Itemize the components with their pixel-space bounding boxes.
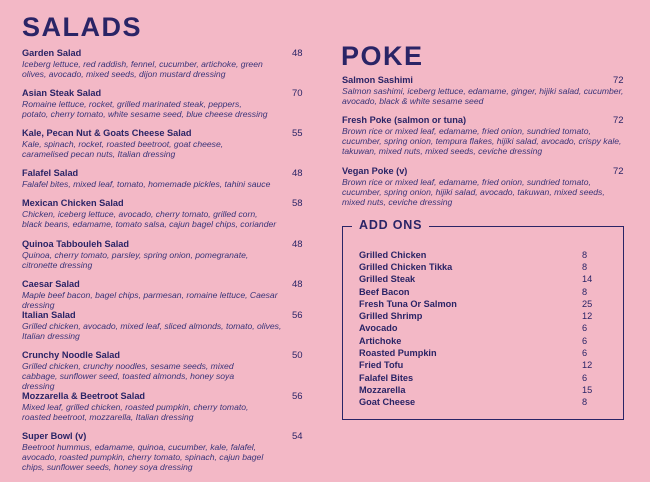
addon-name: Fresh Tuna Or Salmon bbox=[359, 299, 457, 309]
addon-name: Grilled Chicken bbox=[359, 250, 427, 260]
item-description: Falafel bites, mixed leaf, tomato, homemade pickles, tahini sauce bbox=[22, 179, 271, 189]
salads-item bbox=[22, 279, 303, 310]
addon-name: Grilled Steak bbox=[359, 274, 416, 284]
addon-name: Grilled Shrimp bbox=[359, 311, 423, 321]
item-name: Italian Salad bbox=[22, 310, 76, 320]
item-description: Maple beef bacon, bagel chips, parmesan, romaine lettuce, Caesar dressing bbox=[22, 290, 278, 311]
salads-item bbox=[22, 168, 303, 189]
item-price: 56 bbox=[292, 310, 303, 321]
poke-item bbox=[342, 115, 624, 157]
item-price: 50 bbox=[292, 350, 303, 361]
item-description: Romaine lettuce, rocket, grilled marinated steak, peppers, potato, cherry tomato, white sesame seed, blue cheese dressing bbox=[22, 99, 268, 120]
addon-row bbox=[359, 322, 594, 334]
poke-item bbox=[342, 166, 624, 208]
addon-row bbox=[359, 384, 594, 396]
addon-price: 15 bbox=[582, 385, 593, 395]
addon-price: 8 bbox=[582, 287, 588, 297]
item-description: Mixed leaf, grilled chicken, roasted pumpkin, cherry tomato, roasted beetroot, mozzarella, Italian dressing bbox=[22, 402, 249, 423]
item-price: 58 bbox=[292, 198, 303, 209]
item-description: Grilled chicken, crunchy noodles, sesame seeds, mixed cabbage, sunflower seed, toasted almonds, honey soya dressing bbox=[22, 361, 235, 392]
addon-price: 8 bbox=[582, 397, 588, 407]
addon-row bbox=[359, 249, 594, 261]
item-price: 48 bbox=[292, 168, 303, 179]
addon-price: 8 bbox=[582, 250, 588, 260]
item-price: 72 bbox=[613, 166, 624, 177]
salads-item bbox=[22, 198, 303, 229]
item-price: 48 bbox=[292, 48, 303, 59]
addon-price: 6 bbox=[582, 323, 588, 333]
item-name: Vegan Poke (v) bbox=[342, 166, 408, 176]
addon-row bbox=[359, 273, 594, 285]
item-price: 70 bbox=[292, 88, 303, 99]
addon-row bbox=[359, 298, 594, 310]
addon-row bbox=[359, 359, 594, 371]
salads-item bbox=[22, 239, 303, 270]
item-price: 56 bbox=[292, 391, 303, 402]
item-name: Crunchy Noodle Salad bbox=[22, 350, 121, 360]
item-description: Quinoa, cherry tomato, parsley, spring onion, pomegranate, citronette dressing bbox=[22, 250, 249, 271]
addon-price: 25 bbox=[582, 299, 593, 309]
addon-row bbox=[359, 335, 594, 347]
item-description: Salmon sashimi, iceberg lettuce, edamame, ginger, hijiki salad, cucumber, avocado, black & white sesame seed bbox=[342, 86, 624, 107]
addon-row bbox=[359, 396, 594, 408]
item-name: Mexican Chicken Salad bbox=[22, 198, 124, 208]
item-price: 72 bbox=[613, 115, 624, 126]
item-name: Garden Salad bbox=[22, 48, 82, 58]
item-price: 48 bbox=[292, 279, 303, 290]
addon-price: 6 bbox=[582, 373, 588, 383]
salads-item bbox=[22, 350, 303, 392]
addon-name: Beef Bacon bbox=[359, 287, 410, 297]
item-price: 55 bbox=[292, 128, 303, 139]
addon-name: Falafel Bites bbox=[359, 373, 414, 383]
salads-heading: SALADS bbox=[22, 12, 143, 42]
addon-price: 14 bbox=[582, 274, 593, 284]
item-name: Quinoa Tabbouleh Salad bbox=[22, 239, 130, 249]
item-price: 72 bbox=[613, 75, 624, 86]
addon-price: 6 bbox=[582, 348, 588, 358]
addon-row bbox=[359, 310, 594, 322]
item-description: Kale, spinach, rocket, roasted beetroot, goat cheese, caramelised pecan nuts, Italian dressing bbox=[22, 139, 224, 160]
addon-row bbox=[359, 347, 594, 359]
addon-row bbox=[359, 286, 594, 298]
addon-name: Fried Tofu bbox=[359, 360, 404, 370]
salads-item bbox=[22, 128, 303, 159]
item-name: Falafel Salad bbox=[22, 168, 79, 178]
addon-name: Mozzarella bbox=[359, 385, 406, 395]
addon-row bbox=[359, 261, 594, 273]
item-name: Fresh Poke (salmon or tuna) bbox=[342, 115, 467, 125]
item-name: Mozzarella & Beetroot Salad bbox=[22, 391, 146, 401]
addon-price: 12 bbox=[582, 311, 593, 321]
item-description: Brown rice or mixed leaf, edamame, fried onion, sundried tomato, cucumber, spring onion, tempura flakes, hijiki salad, avocado, crispy kale, takuwan, mixed nuts, mixed seeds, ceviche dressing bbox=[342, 126, 622, 157]
addon-name: Grilled Chicken Tikka bbox=[359, 262, 453, 272]
salads-item bbox=[22, 431, 303, 473]
addon-name: Avocado bbox=[359, 323, 398, 333]
salads-item bbox=[22, 48, 303, 79]
addon-price: 6 bbox=[582, 336, 588, 346]
item-name: Kale, Pecan Nut & Goats Cheese Salad bbox=[22, 128, 192, 138]
salads-item bbox=[22, 310, 303, 341]
addon-name: Roasted Pumpkin bbox=[359, 348, 437, 358]
item-description: Grilled chicken, avocado, mixed leaf, sliced almonds, tomato, olives, Italian dressing bbox=[22, 321, 282, 342]
salads-item bbox=[22, 88, 303, 119]
addon-name: Goat Cheese bbox=[359, 397, 416, 407]
item-name: Caesar Salad bbox=[22, 279, 80, 289]
item-name: Salmon Sashimi bbox=[342, 75, 413, 85]
salads-item bbox=[22, 391, 303, 422]
item-description: Iceberg lettuce, red raddish, fennel, cucumber, artichoke, green olives, avocado, mixed seeds, dijon mustard dressing bbox=[22, 59, 263, 80]
item-description: Brown rice or mixed leaf, edamame, fried onion, sundried tomato, cucumber, spring onion, hijiki salad, avocado, takuwan, mixed seeds, mixed nuts, ceviche dressing bbox=[342, 177, 605, 208]
addon-row bbox=[359, 372, 594, 384]
item-name: Super Bowl (v) bbox=[22, 431, 87, 441]
addon-price: 8 bbox=[582, 262, 588, 272]
item-price: 54 bbox=[292, 431, 303, 442]
item-description: Chicken, iceberg lettuce, avocado, cherry tomato, grilled corn, black beans, edamame, tomato salsa, cajun bagel chips, coriander bbox=[22, 209, 277, 230]
addon-price: 12 bbox=[582, 360, 593, 370]
addon-name: Artichoke bbox=[359, 336, 402, 346]
poke-item bbox=[342, 75, 624, 106]
addons-heading: ADD ONS bbox=[352, 218, 429, 232]
poke-heading: POKE bbox=[341, 41, 424, 71]
item-name: Asian Steak Salad bbox=[22, 88, 102, 98]
item-price: 48 bbox=[292, 239, 303, 250]
item-description: Beetroot hummus, edamame, quinoa, cucumber, kale, falafel, avocado, roasted pumpkin, cherry tomato, spinach, cajun bagel chips, sunflower seeds, honey soya dressing bbox=[22, 442, 264, 473]
